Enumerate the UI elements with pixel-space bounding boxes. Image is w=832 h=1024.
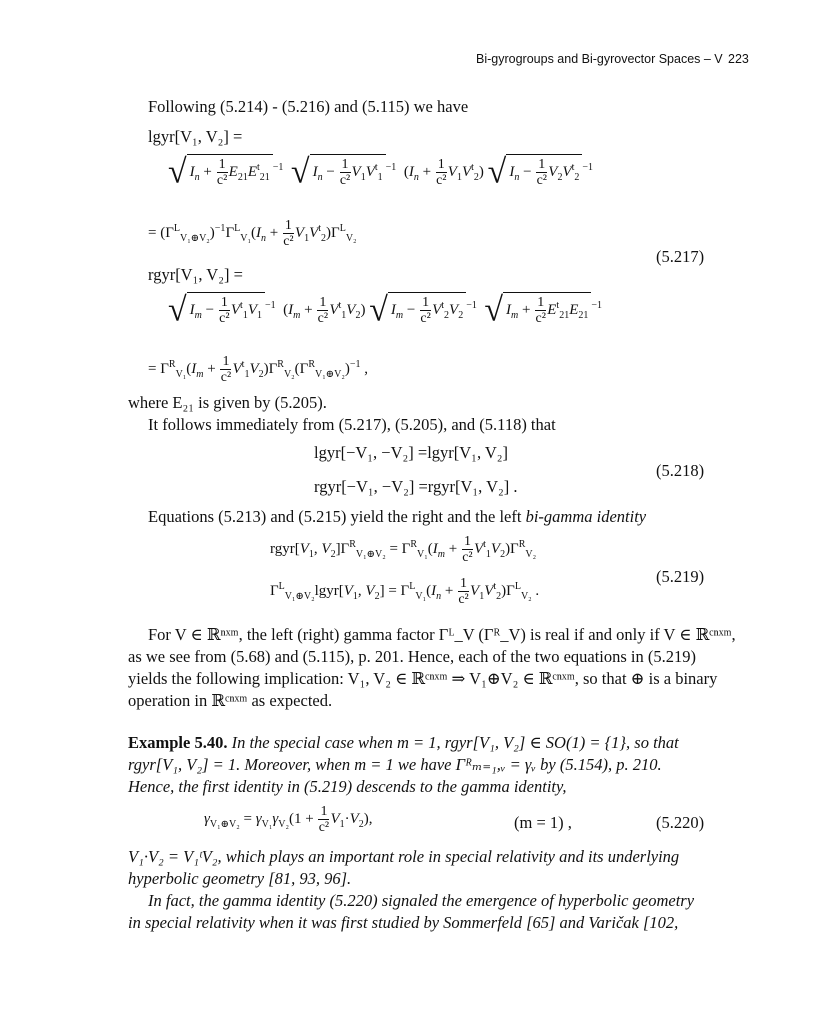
- example-line-3: Hence, the first identity in (5.219) descends to the gamma identity,: [128, 777, 567, 796]
- eq-5-218-line-2: rgyr[−V₁, −V₂] =rgyr[V₁, V₂] .: [314, 477, 518, 496]
- rgyr-formula: √ $I_m$ − $\frac{1}{\text{c²}}$ $V^t_1V_1^{-1}$ ($I_m$ + $\frac{1}{\text{c²}}$ $V^t_1V_2$) √ $I_m$ − $\frac{1}{\text{c²}}$ $V^t_2V_2^{-1}$ √ $I_m$ + $\frac{1}{\text{c²}}$ $E^t_{21}E_{21}^{-1}$: [168, 291, 602, 329]
- rgyr-label: rgyr[V₁, V₂] =: [148, 265, 243, 284]
- example-line-1: [128, 732, 679, 754]
- example-label: Example 5.40.: [128, 733, 228, 752]
- where-line: where E₂₁ is given by (5.205).: [128, 393, 327, 412]
- equations-line: [148, 506, 646, 528]
- after-line-1: V₁·V₂ = V₁ᵗV₂, which plays an important role in special relativity and its underlying: [128, 847, 680, 866]
- page-number: 223: [728, 52, 749, 66]
- eq-number-5-218: (5.218): [656, 461, 705, 480]
- after-line-2: hyperbolic geometry [81, 93, 96].: [128, 869, 352, 888]
- after-line-4: in special relativity when it was first studied by Sommerfeld [65] and Varičak [102,: [128, 913, 679, 932]
- running-header: [0, 52, 832, 72]
- example-text-1: In the special case when m = 1, rgyr[V₁, V₂] ∈ SO(1) = {1}, so that: [231, 733, 679, 752]
- lgyr-gamma-form: = $(\Gamma^L_{V_1\oplus V_2})^{-1}\Gamma^L_{V_1}(I_n$ + $\frac{1}{\text{c²}}$ $V_1V^t_2)\Gamma^L_{V_2}$: [148, 218, 357, 249]
- eq-number-5-217: (5.217): [656, 247, 705, 266]
- follows-line: It follows immediately from (5.217), (5.205), and (5.118) that: [148, 415, 556, 434]
- m-equals-1: (m = 1) ,: [514, 813, 572, 832]
- running-title: Bi-gyrogroups and Bi-gyrovector Spaces – V: [476, 52, 723, 66]
- eq-5-218-line-1: lgyr[−V₁, −V₂] =lgyr[V₁, V₂]: [314, 443, 509, 462]
- example-line-2: rgyr[V₁, V₂] = 1. Moreover, when m = 1 we have Γᴿₘ₌₁,ᵥ = γᵥ by (5.154), p. 210.: [128, 755, 662, 774]
- equations-line-text: Equations (5.213) and (5.215) yield the right and the left: [148, 507, 526, 526]
- lgyr-label: lgyr[V₁, V₂] =: [148, 127, 243, 146]
- para-line-3: yields the following implication: V₁, V₂ ∈ ℝᶜⁿˣᵐ ⇒ V₁⊕V₂ ∈ ℝᶜⁿˣᵐ, so that ⊕ is a binary: [128, 669, 718, 688]
- bi-gamma-identity-term: bi-gamma identity: [525, 507, 647, 526]
- gamma-identity-eq: $\gamma_{V_1\oplus V_2} = \gamma_{V_1}\gamma_{V_2}(1$ + $\frac{1}{\text{c²}}$ $V_1\cdot V_2$),: [204, 804, 373, 835]
- intro-line: Following (5.214) - (5.216) and (5.115) we have: [148, 97, 469, 116]
- bi-gamma-eq-2: $\Gamma^L_{V_1\oplus V_2}lgyr[V_1$, $V_2] = \Gamma^L_{V_1}(I_n$ + $\frac{1}{\text{c²}}$ $V_1V^t_2)\Gamma^L_{V_2}$ .: [270, 576, 540, 607]
- rgyr-gamma-form: = $\Gamma^R_{V_1}(I_m$ + $\frac{1}{\text{c²}}$ $V^t_1V_2)\Gamma^R_{V_2}(\Gamma^R_{V_1\oplus V_2})^{-1}$ ,: [148, 354, 368, 385]
- bi-gamma-eq-1: $rgyr[V_1$, $V_2]\Gamma^R_{V_1\oplus V_2} = \Gamma^R_{V_1}(I_m$ + $\frac{1}{\text{c²}}$ $V^t_1V_2)\Gamma^R_{V_2}$: [270, 534, 537, 565]
- after-line-3: In fact, the gamma identity (5.220) signaled the emergence of hyperbolic geometry: [148, 891, 695, 910]
- eq-number-5-220: (5.220): [656, 813, 705, 832]
- lgyr-formula: √ $I_n$ + $\frac{1}{\text{c²}}$ $E_{21}E^t_{21}^{-1}$ √ $I_n$ − $\frac{1}{\text{c²}}$ $V_1V^t_1^{-1}$ ($I_n$ + $\frac{1}{\text{c²}}$ $V_1V^t_2$) √ $I_n$ − $\frac{1}{\text{c²}}$ $V_2V^t_2^{-1}$: [168, 153, 594, 191]
- eq-number-5-219: (5.219): [656, 567, 705, 586]
- para-line-1: For V ∈ ℝⁿˣᵐ, the left (right) gamma factor Γᴸ_V (Γᴿ_V) is real if and only if V ∈ ℝᶜⁿˣᵐ,: [148, 625, 736, 644]
- para-line-4: operation in ℝᶜⁿˣᵐ as expected.: [128, 691, 333, 710]
- para-line-2: as we see from (5.68) and (5.115), p. 201. Hence, each of the two equations in (5.219): [128, 647, 697, 666]
